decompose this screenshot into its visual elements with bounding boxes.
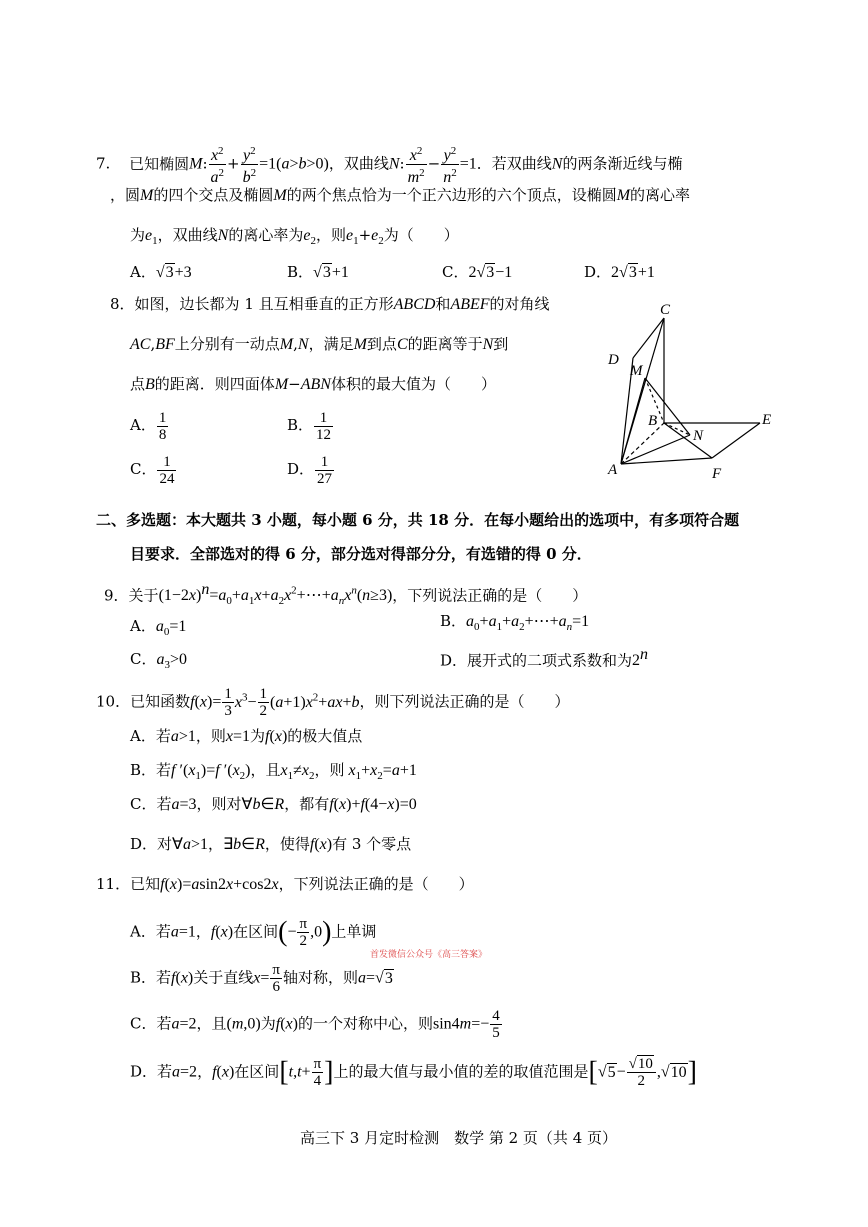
section-2-instructions: 目要求．全部选对的得 6 分，部分选对得部分分，有选错的得 0 分． — [130, 545, 592, 563]
q7-option-c: C．2√3−1 — [442, 263, 513, 281]
section-2-title: 二、多选题：本大题共 3 小题，每小题 6 分，共 18 分．在每小题给出的选项中，有多项符合题 — [96, 511, 740, 529]
fig-label-m: M — [630, 363, 643, 379]
q7-text: 的离心率为 — [228, 226, 304, 244]
q10-option-d: D．对∀a>1，∃b∈R，使得f(x)有 3 个零点 — [130, 835, 412, 853]
q11-option-a: A．若a=1，f(x)在区间(− $\frac{\pi}{2}$ ,0)上单调 — [130, 916, 377, 949]
q8-text: ，满足 — [308, 335, 354, 353]
q10-option-b: B．若f $'(x_1)=f$ $'(x_2)$，且$x_1\ne x_2$，则 $x_1+x_2=a+1$ — [130, 761, 417, 783]
q7-option-a: A．√3+3 — [130, 263, 192, 281]
q10-text: ，则下列说法正确的是（ ） — [359, 692, 570, 711]
q10-line-1: 10．已知函数f(x)= $\frac{1}{3}$ $x^3-$ $\frac{1}{2}$ $(a+1)x^2+ax+b$，则下列说法正确的是（ ） — [96, 686, 570, 719]
q8-option-d: D． $\frac{1}{27}$ — [287, 453, 333, 487]
q7-text: ，则 — [315, 226, 346, 244]
q7-text: 的两条渐近线与椭 — [562, 154, 683, 173]
q7-option-b: B．√3+1 — [287, 263, 349, 281]
q7-number: 7. — [96, 154, 111, 173]
q8-text: 如图，边长都为 1 且互相垂直的正方形 — [134, 295, 394, 313]
watermark: 首发微信公众号《高三答案》 — [370, 950, 488, 960]
q8-text: 的距离等于 — [407, 335, 483, 353]
q7-text: ．若双曲线 — [476, 154, 552, 173]
q11-number: 11． — [96, 875, 131, 893]
q10-option-a: A．若a>1，则x=1为f(x)的极大值点 — [130, 727, 363, 745]
q8-text: 到 — [493, 335, 509, 353]
q7-text: 为（ ） — [383, 226, 459, 244]
q9-option-a: A．$a_0=1$ — [130, 617, 187, 639]
q7-line-1: 7. 已知椭圆M: $\frac{x^2}{a^2}$ + $\frac{y^2}{b^2}$ =1(a>b>0)，双曲线N: $\frac{x^2}{m^2}$ − $\frac{y^2}{n^2}$ =1．若双曲线N的两条渐近线与椭 — [96, 145, 683, 186]
q9-option-d: D．展开式的二项式系数和为2$^n$ — [440, 646, 649, 670]
q8-text: 到点 — [366, 335, 397, 353]
q7-text: 为 — [130, 226, 146, 244]
q8-line-2: AC,BF上分别有一动点M,N，满足M到点C的距离等于N到 — [130, 335, 509, 353]
q8-option-b: B． $\frac{1}{12}$ — [287, 409, 332, 443]
q8-text: 点 — [130, 375, 146, 393]
q10-option-c: C．若a=3，则对∀b∈R，都有f(x)+f(4−x)=0 — [130, 795, 417, 813]
q8-text: 体积的最大值为（ ） — [330, 375, 496, 393]
q9-number: 9． — [104, 586, 129, 605]
q8-text: 的对角线 — [489, 295, 550, 313]
q9-text: ，下列说法正确的是（ ） — [392, 586, 588, 605]
q8-option-a: A． $\frac{1}{8}$ — [130, 409, 167, 443]
q9-text: 关于 — [128, 586, 159, 605]
q11-option-c: C．若a=2，且(m,0)为f(x)的一个对称中心，则sin4m=− $\frac{4}{5}$ — [130, 1008, 500, 1041]
q8-line-3: 点B的距离．则四面体M−ABN体积的最大值为（ ） — [130, 375, 496, 393]
fig-label-n: N — [693, 428, 704, 444]
q7-text: ，双曲线 — [157, 226, 218, 244]
q7-line-3: 为$e_1$，双曲线N的离心率为$e_2$，则$e_1+e_2$为（ ） — [130, 226, 459, 247]
q8-number: 8． — [110, 295, 135, 313]
fig-label-e: E — [762, 412, 772, 428]
q8-option-c: C． $\frac{1}{24}$ — [130, 453, 175, 487]
fig-label-c: C — [660, 302, 671, 318]
q7-text: 已知椭圆 — [129, 154, 190, 173]
q7-text: 的离心率 — [630, 186, 691, 204]
q7-text: 的四个交点及椭圆 — [153, 186, 274, 204]
q7-text: ，双曲线 — [328, 154, 389, 173]
page-footer: 高三下 3 月定时检测 数学 第 2 页（共 4 页） — [300, 1129, 618, 1147]
q11-option-b: B．若f(x)关于直线x= $\frac{\pi}{6}$ 轴对称，则a=√3 — [130, 962, 393, 995]
q7-line-2: ，圆M的四个交点及椭圆M的两个焦点恰为一个正六边形的六个顶点，设椭圆M的离心率 — [110, 186, 691, 204]
q7-option-d: D．2√3+1 — [584, 263, 655, 281]
q7-text: ，圆 — [110, 186, 141, 204]
q8-geometry-figure — [600, 298, 790, 488]
fig-label-b: B — [648, 413, 658, 429]
q7-text: 的两个焦点恰为一个正六边形的六个顶点，设椭圆 — [286, 186, 617, 204]
q11-line-1: 11．已知f(x)=asin2x+cos2x，下列说法正确的是（ ） — [96, 875, 474, 893]
q10-number: 10． — [96, 692, 131, 711]
q8-text: 上分别有一动点 — [174, 335, 280, 353]
fig-label-a: A — [608, 462, 618, 478]
q11-option-d: D．若a=2，f(x)在区间[t,t+ $\frac{\pi}{4}$ ]上的最大值与最小值的差的取值范围是[√5− $\frac{√10}{2}$ ,√10] — [130, 1056, 697, 1089]
q8-text: 和 — [435, 295, 451, 313]
q9-option-c: C．$a_3>0$ — [130, 650, 188, 672]
q9-line-1: 9．关于$(1-2x)^n=a_0+a_1x+a_2x^2+\cdots+a_nx^n(n\ge 3)$，下列说法正确的是（ ） — [104, 581, 588, 608]
fig-label-f: F — [712, 466, 722, 482]
q11-text: 已知 — [130, 875, 161, 893]
q9-option-b: B．$a_0+a_1+a_2+\cdots+a_n=1$ — [440, 612, 590, 634]
q11-text: ，下列说法正确的是（ ） — [278, 875, 474, 893]
q8-text: 的距离．则四面体 — [154, 375, 275, 393]
q10-text: 已知函数 — [130, 692, 191, 711]
fig-label-d: D — [608, 352, 619, 368]
q8-line-1: 8．如图，边长都为 1 且互相垂直的正方形ABCD和ABEF的对角线 — [110, 295, 550, 313]
